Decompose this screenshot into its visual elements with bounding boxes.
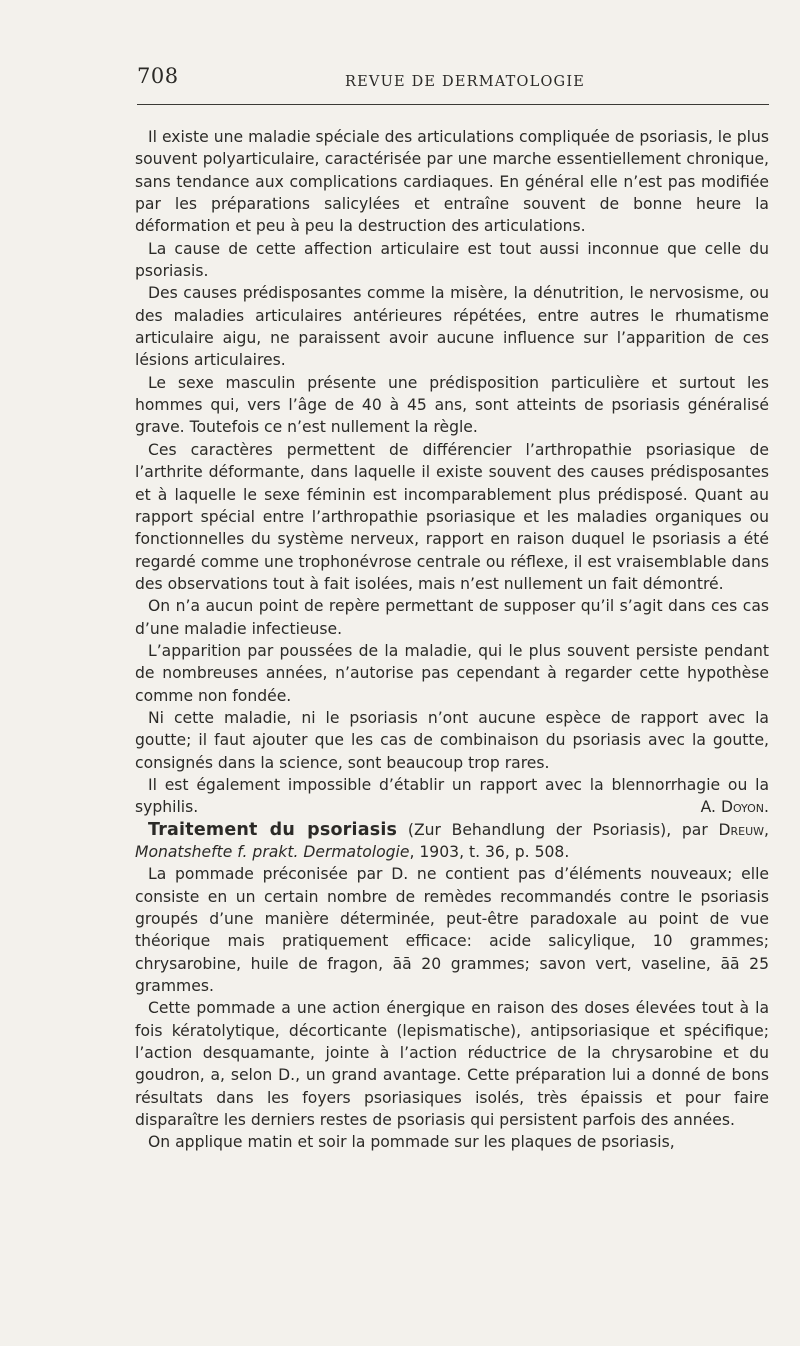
closing-paragraph — [135, 774, 769, 819]
entry-original-title: (Zur Behandlung der Psoriasis), par — [407, 820, 708, 839]
paragraph: Ces caractères permettent de différencier l’arthropathie psoriasique de l’arthrite déformante, dans laquelle il existe souvent des causes prédisposantes et à laquelle le sexe féminin est incomparablement plus prédisposé. Quant au rapport spécial entre l’arthropathie psoriasique et les maladies organiques ou fonctionnelles du système nerveux, rapport en raison duquel le psoriasis a été regardé comme une trophonévrose centrale ou réflexe, il est vraisemblable dans des observations tout à fait isolées, mais n’est nullement un fait démontré. — [135, 440, 769, 593]
article-body — [135, 126, 769, 1154]
running-title: REVUE DE DERMATOLOGIE — [345, 74, 586, 90]
closing-text: Il est également impossible d’établir un rapport avec la blennorrhagie ou la syphilis. — [135, 775, 769, 817]
paragraph: Des causes prédisposantes comme la misère, la dénutrition, le nervosisme, ou des maladies articulaires antérieures répétées, entre autres le rhumatisme articulaire aigu, ne paraissent avoir aucune influence sur l’apparition de ces lésions articulaires. — [135, 284, 769, 370]
header-rule — [137, 104, 769, 105]
paragraph: La cause de cette affection articulaire est tout aussi inconnue que celle du psoriasis. — [135, 239, 769, 281]
entry-paragraph: On applique matin et soir la pommade sur les plaques de psoriasis, — [148, 1133, 675, 1152]
paragraph: On n’a aucun point de repère permettant de supposer qu’il s’agit dans ces cas d’une maladie infectieuse. — [135, 597, 769, 638]
review-entry-heading: Traitement du psoriasis (Zur Behandlung der Psoriasis), par Dreuw, Monatshefte f. prakt. Dermatologie, 1903, t. 36, p. 508. — [135, 819, 769, 861]
paragraph: Il existe une maladie spéciale des articulations compliquée de psoriasis, le plus souvent polyarticulaire, caractérisée par une marche essentiellement chronique, sans tendance aux complications cardiaques. En général elle n’est pas modifiée par les préparations salicylées et entraîne souvent de bonne heure la déformation et peu à peu la destruction des articulations. — [135, 128, 769, 236]
author-signature: A. Doyon. — [700, 798, 769, 817]
paragraph: Ni cette maladie, ni le psoriasis n’ont aucune espèce de rapport avec la goutte; il faut ajouter que les cas de combinaison du psoriasis avec la goutte, consignés dans la science, sont beaucoup trop rares. — [135, 708, 769, 772]
paragraph: Le sexe masculin présente une prédisposition particulière et surtout les hommes qui, vers l’âge de 40 à 45 ans, sont atteints de psoriasis généralisé grave. Toutefois ce n’est nullement la règle. — [135, 373, 769, 437]
page-number: 708 — [137, 64, 179, 88]
entry-journal: Monatshefte f. prakt. Dermatologie — [135, 843, 410, 861]
paragraph: L’apparition par poussées de la maladie, qui le plus souvent persiste pendant de nombreuses années, n’autorise pas cependant à regarder cette hypothèse comme non fondée. — [135, 641, 769, 705]
entry-author: Dreuw — [718, 820, 765, 839]
page-header — [137, 64, 769, 94]
entry-title: Traitement du psoriasis — [148, 819, 398, 840]
entry-citation: , 1903, t. 36, p. 508. — [409, 843, 570, 861]
entry-paragraph: La pommade préconisée par D. ne contient pas d’éléments nouveaux; elle consiste en un certain nombre de remèdes recommandés contre le psoriasis groupés d’une manière déterminée, peut-être paradoxale au point de vue théorique mais pratiquement efficace: acide salicylique, 10 grammes; chrysarobine, huile de fragon, āā 20 grammes; savon vert, vaseline, āā 25 grammes. — [135, 865, 769, 996]
entry-paragraph: Cette pommade a une action énergique en raison des doses élevées tout à la fois kératolytique, décorticante (lepismatische), antipsoriasique et spécifique; l’action desquamante, jointe à l’action réductrice de la chrysarobine et du goudron, a, selon D., un grand avantage. Cette préparation lui a donné de bons résultats dans les foyers psoriasiques isolés, très épaissis et pour faire disparaître les derniers restes de psoriasis qui persistent parfois des années. — [135, 999, 769, 1130]
